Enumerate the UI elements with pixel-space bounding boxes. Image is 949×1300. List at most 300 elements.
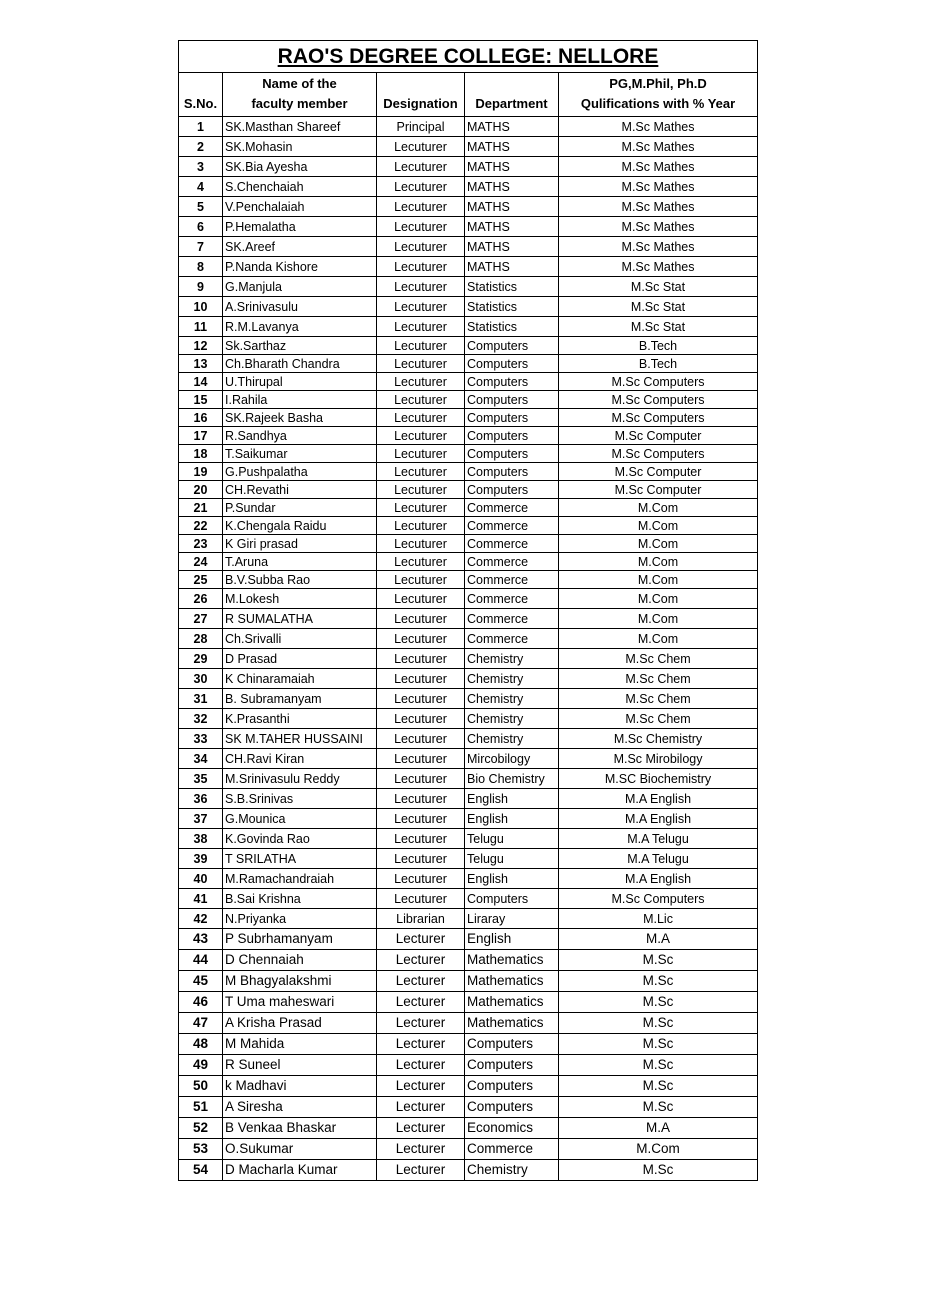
- table-row: [179, 177, 758, 197]
- cell-sno: 44: [179, 950, 223, 971]
- cell-designation: Lecuturer: [377, 427, 465, 445]
- cell-department: Mathematics: [465, 971, 559, 992]
- cell-sno: 29: [179, 649, 223, 669]
- cell-qualification: M.Sc: [559, 1097, 758, 1118]
- cell-designation: Lecuturer: [377, 749, 465, 769]
- cell-qualification: B.Tech: [559, 337, 758, 355]
- cell-sno: 23: [179, 535, 223, 553]
- table-row: [179, 445, 758, 463]
- cell-department: Commerce: [465, 1139, 559, 1160]
- cell-designation: Lecuturer: [377, 445, 465, 463]
- cell-department: English: [465, 929, 559, 950]
- cell-qualification: M.Sc Chem: [559, 649, 758, 669]
- cell-qualification: M.A: [559, 1118, 758, 1139]
- table-row: [179, 649, 758, 669]
- cell-sno: 27: [179, 609, 223, 629]
- cell-qualification: M.Sc Mathes: [559, 137, 758, 157]
- cell-qualification: M.Sc: [559, 1013, 758, 1034]
- cell-designation: Principal: [377, 117, 465, 137]
- cell-department: MATHS: [465, 217, 559, 237]
- table-row: [179, 391, 758, 409]
- cell-designation: Lecuturer: [377, 849, 465, 869]
- cell-qualification: M.Sc Stat: [559, 297, 758, 317]
- cell-department: Chemistry: [465, 669, 559, 689]
- table-row: [179, 829, 758, 849]
- table-row: [179, 729, 758, 749]
- cell-department: Statistics: [465, 317, 559, 337]
- cell-qualification: M.Sc Computer: [559, 427, 758, 445]
- cell-sno: 47: [179, 1013, 223, 1034]
- cell-qualification: M.A Telugu: [559, 829, 758, 849]
- cell-name: k Madhavi: [223, 1076, 377, 1097]
- cell-department: Chemistry: [465, 1160, 559, 1181]
- cell-designation: Lecturer: [377, 992, 465, 1013]
- table-row: [179, 373, 758, 391]
- cell-sno: 25: [179, 571, 223, 589]
- table-row: [179, 553, 758, 571]
- header-row: [179, 73, 758, 117]
- table-row: [179, 517, 758, 535]
- table-row: [179, 769, 758, 789]
- cell-department: Statistics: [465, 277, 559, 297]
- cell-name: K.Prasanthi: [223, 709, 377, 729]
- cell-qualification: M.A: [559, 929, 758, 950]
- cell-qualification: M.Sc Mathes: [559, 237, 758, 257]
- cell-sno: 51: [179, 1097, 223, 1118]
- table-row: [179, 950, 758, 971]
- cell-designation: Lecuturer: [377, 217, 465, 237]
- cell-name: A Siresha: [223, 1097, 377, 1118]
- cell-department: MATHS: [465, 157, 559, 177]
- cell-department: Mircobilogy: [465, 749, 559, 769]
- table-row: [179, 499, 758, 517]
- cell-name: R.M.Lavanya: [223, 317, 377, 337]
- cell-qualification: M.Com: [559, 629, 758, 649]
- cell-designation: Lecuturer: [377, 609, 465, 629]
- cell-qualification: M.Com: [559, 535, 758, 553]
- cell-designation: Lecuturer: [377, 535, 465, 553]
- cell-sno: 21: [179, 499, 223, 517]
- cell-department: Mathematics: [465, 992, 559, 1013]
- header-qual-line1: PG,M.Phil, Ph.D: [609, 76, 707, 91]
- cell-qualification: M.Com: [559, 609, 758, 629]
- cell-department: Commerce: [465, 589, 559, 609]
- table-row: [179, 463, 758, 481]
- table-row: [179, 609, 758, 629]
- cell-designation: Lecuturer: [377, 499, 465, 517]
- cell-sno: 49: [179, 1055, 223, 1076]
- cell-designation: Lecuturer: [377, 629, 465, 649]
- cell-name: U.Thirupal: [223, 373, 377, 391]
- table-row: [179, 337, 758, 355]
- cell-name: R.Sandhya: [223, 427, 377, 445]
- cell-sno: 31: [179, 689, 223, 709]
- cell-department: Telugu: [465, 849, 559, 869]
- cell-qualification: M.A English: [559, 869, 758, 889]
- cell-name: SK.Rajeek Basha: [223, 409, 377, 427]
- table-row: [179, 749, 758, 769]
- cell-qualification: M.Sc Computers: [559, 391, 758, 409]
- faculty-sheet: [178, 40, 757, 1181]
- cell-name: Ch.Srivalli: [223, 629, 377, 649]
- cell-qualification: M.A English: [559, 809, 758, 829]
- cell-department: Commerce: [465, 535, 559, 553]
- cell-name: M Bhagyalakshmi: [223, 971, 377, 992]
- cell-sno: 43: [179, 929, 223, 950]
- cell-department: Chemistry: [465, 689, 559, 709]
- cell-department: MATHS: [465, 237, 559, 257]
- cell-department: MATHS: [465, 117, 559, 137]
- cell-name: N.Priyanka: [223, 909, 377, 929]
- cell-department: Commerce: [465, 571, 559, 589]
- cell-department: Computers: [465, 1076, 559, 1097]
- cell-name: D Macharla Kumar: [223, 1160, 377, 1181]
- cell-designation: Lecuturer: [377, 769, 465, 789]
- cell-name: CH.Ravi Kiran: [223, 749, 377, 769]
- cell-sno: 18: [179, 445, 223, 463]
- cell-designation: Lecuturer: [377, 463, 465, 481]
- cell-qualification: M.Sc: [559, 1076, 758, 1097]
- cell-name: Sk.Sarthaz: [223, 337, 377, 355]
- page-title: RAO'S DEGREE COLLEGE: NELLORE: [179, 41, 758, 73]
- table-row: [179, 257, 758, 277]
- cell-department: Commerce: [465, 629, 559, 649]
- cell-sno: 6: [179, 217, 223, 237]
- cell-name: V.Penchalaiah: [223, 197, 377, 217]
- cell-qualification: M.Sc Mathes: [559, 157, 758, 177]
- table-row: [179, 1076, 758, 1097]
- cell-qualification: M.Sc Computers: [559, 445, 758, 463]
- cell-sno: 2: [179, 137, 223, 157]
- table-row: [179, 427, 758, 445]
- cell-sno: 37: [179, 809, 223, 829]
- cell-qualification: M.A Telugu: [559, 849, 758, 869]
- header-designation: Designation: [377, 73, 465, 117]
- table-row: [179, 849, 758, 869]
- cell-department: English: [465, 869, 559, 889]
- cell-designation: Lecturer: [377, 950, 465, 971]
- cell-sno: 33: [179, 729, 223, 749]
- cell-sno: 48: [179, 1034, 223, 1055]
- cell-qualification: M.Sc: [559, 1034, 758, 1055]
- cell-sno: 41: [179, 889, 223, 909]
- cell-department: Bio Chemistry: [465, 769, 559, 789]
- table-row: [179, 1055, 758, 1076]
- cell-qualification: M.Sc Mathes: [559, 177, 758, 197]
- cell-department: Statistics: [465, 297, 559, 317]
- cell-department: Computers: [465, 373, 559, 391]
- header-name-line2: faculty member: [251, 96, 348, 111]
- cell-sno: 32: [179, 709, 223, 729]
- cell-name: K.Govinda Rao: [223, 829, 377, 849]
- cell-sno: 30: [179, 669, 223, 689]
- cell-qualification: M.Sc Chem: [559, 709, 758, 729]
- cell-name: B Venkaa Bhaskar: [223, 1118, 377, 1139]
- cell-designation: Lecuturer: [377, 481, 465, 499]
- cell-department: Computers: [465, 391, 559, 409]
- cell-name: SK M.TAHER HUSSAINI: [223, 729, 377, 749]
- table-row: [179, 157, 758, 177]
- cell-department: Computers: [465, 337, 559, 355]
- cell-sno: 28: [179, 629, 223, 649]
- cell-sno: 42: [179, 909, 223, 929]
- cell-designation: Lecuturer: [377, 709, 465, 729]
- cell-designation: Lecturer: [377, 1139, 465, 1160]
- cell-designation: Lecuturer: [377, 689, 465, 709]
- cell-sno: 54: [179, 1160, 223, 1181]
- cell-designation: Lecuturer: [377, 589, 465, 609]
- cell-sno: 15: [179, 391, 223, 409]
- table-row: [179, 137, 758, 157]
- cell-qualification: M.Lic: [559, 909, 758, 929]
- cell-name: R Suneel: [223, 1055, 377, 1076]
- cell-qualification: M.Sc: [559, 1160, 758, 1181]
- table-row: [179, 689, 758, 709]
- cell-department: Computers: [465, 1097, 559, 1118]
- cell-qualification: M.Sc Chem: [559, 669, 758, 689]
- table-row: [179, 929, 758, 950]
- cell-designation: Lecturer: [377, 971, 465, 992]
- cell-name: A.Srinivasulu: [223, 297, 377, 317]
- table-row: [179, 571, 758, 589]
- cell-department: Computers: [465, 409, 559, 427]
- cell-qualification: M.Sc Computer: [559, 481, 758, 499]
- cell-sno: 35: [179, 769, 223, 789]
- cell-name: SK.Bia Ayesha: [223, 157, 377, 177]
- cell-name: P.Nanda Kishore: [223, 257, 377, 277]
- cell-designation: Lecuturer: [377, 337, 465, 355]
- cell-qualification: M.Sc Mathes: [559, 117, 758, 137]
- cell-name: K Giri prasad: [223, 535, 377, 553]
- table-row: [179, 889, 758, 909]
- cell-designation: Lecuturer: [377, 297, 465, 317]
- cell-designation: Lecuturer: [377, 277, 465, 297]
- cell-sno: 3: [179, 157, 223, 177]
- cell-qualification: M.Com: [559, 517, 758, 535]
- cell-department: Mathematics: [465, 950, 559, 971]
- table-body: [179, 117, 758, 1181]
- cell-qualification: M.SC Biochemistry: [559, 769, 758, 789]
- cell-sno: 19: [179, 463, 223, 481]
- cell-name: M.Lokesh: [223, 589, 377, 609]
- table-row: [179, 809, 758, 829]
- cell-qualification: M.Com: [559, 1139, 758, 1160]
- cell-designation: Lecturer: [377, 1055, 465, 1076]
- cell-name: B.V.Subba Rao: [223, 571, 377, 589]
- cell-department: Chemistry: [465, 709, 559, 729]
- cell-sno: 1: [179, 117, 223, 137]
- cell-name: K.Chengala Raidu: [223, 517, 377, 535]
- cell-sno: 12: [179, 337, 223, 355]
- cell-designation: Lecturer: [377, 1013, 465, 1034]
- header-department: Department: [465, 73, 559, 117]
- cell-qualification: M.Sc: [559, 1055, 758, 1076]
- table-row: [179, 117, 758, 137]
- header-sno: S.No.: [179, 73, 223, 117]
- cell-name: CH.Revathi: [223, 481, 377, 499]
- cell-sno: 53: [179, 1139, 223, 1160]
- cell-designation: Lecuturer: [377, 729, 465, 749]
- table-row: [179, 409, 758, 427]
- cell-sno: 50: [179, 1076, 223, 1097]
- cell-qualification: M.Sc Stat: [559, 317, 758, 337]
- cell-name: SK.Areef: [223, 237, 377, 257]
- cell-name: T.Saikumar: [223, 445, 377, 463]
- table-row: [179, 317, 758, 337]
- cell-qualification: M.Sc: [559, 992, 758, 1013]
- table-row: [179, 589, 758, 609]
- cell-department: Chemistry: [465, 649, 559, 669]
- cell-department: Computers: [465, 481, 559, 499]
- header-qualification: [559, 73, 758, 117]
- cell-name: D Prasad: [223, 649, 377, 669]
- cell-qualification: M.A English: [559, 789, 758, 809]
- cell-name: I.Rahila: [223, 391, 377, 409]
- cell-name: D Chennaiah: [223, 950, 377, 971]
- cell-name: A Krisha Prasad: [223, 1013, 377, 1034]
- cell-name: K Chinaramaiah: [223, 669, 377, 689]
- cell-designation: Lecuturer: [377, 789, 465, 809]
- cell-department: Commerce: [465, 609, 559, 629]
- cell-qualification: M.Sc Mathes: [559, 217, 758, 237]
- table-row: [179, 297, 758, 317]
- cell-designation: Lecuturer: [377, 373, 465, 391]
- cell-designation: Lecuturer: [377, 237, 465, 257]
- cell-qualification: M.Sc Computers: [559, 409, 758, 427]
- table-row: [179, 629, 758, 649]
- cell-sno: 38: [179, 829, 223, 849]
- table-row: [179, 789, 758, 809]
- cell-department: Economics: [465, 1118, 559, 1139]
- table-row: [179, 1013, 758, 1034]
- table-row: [179, 971, 758, 992]
- cell-name: Ch.Bharath Chandra: [223, 355, 377, 373]
- cell-designation: Lecuturer: [377, 197, 465, 217]
- cell-qualification: M.Com: [559, 589, 758, 609]
- cell-designation: Librarian: [377, 909, 465, 929]
- cell-sno: 26: [179, 589, 223, 609]
- cell-designation: Lecuturer: [377, 137, 465, 157]
- cell-qualification: M.Com: [559, 553, 758, 571]
- table-row: [179, 909, 758, 929]
- cell-sno: 34: [179, 749, 223, 769]
- cell-qualification: M.Sc Computers: [559, 373, 758, 391]
- cell-sno: 4: [179, 177, 223, 197]
- cell-name: S.Chenchaiah: [223, 177, 377, 197]
- table-row: [179, 355, 758, 373]
- cell-name: G.Manjula: [223, 277, 377, 297]
- header-name-line1: Name of the: [262, 76, 337, 91]
- faculty-table: [178, 40, 758, 1181]
- cell-sno: 20: [179, 481, 223, 499]
- cell-sno: 40: [179, 869, 223, 889]
- table-row: [179, 1139, 758, 1160]
- cell-sno: 24: [179, 553, 223, 571]
- cell-sno: 39: [179, 849, 223, 869]
- cell-qualification: M.Sc Computer: [559, 463, 758, 481]
- cell-name: B.Sai Krishna: [223, 889, 377, 909]
- table-row: [179, 709, 758, 729]
- cell-name: P.Sundar: [223, 499, 377, 517]
- cell-designation: Lecuturer: [377, 177, 465, 197]
- cell-qualification: M.Com: [559, 499, 758, 517]
- cell-department: MATHS: [465, 137, 559, 157]
- cell-department: MATHS: [465, 197, 559, 217]
- cell-sno: 7: [179, 237, 223, 257]
- cell-sno: 13: [179, 355, 223, 373]
- cell-qualification: M.Sc Mirobilogy: [559, 749, 758, 769]
- cell-department: Telugu: [465, 829, 559, 849]
- cell-sno: 8: [179, 257, 223, 277]
- cell-sno: 9: [179, 277, 223, 297]
- cell-qualification: M.Sc Chem: [559, 689, 758, 709]
- cell-sno: 5: [179, 197, 223, 217]
- cell-name: S.B.Srinivas: [223, 789, 377, 809]
- table-row: [179, 1118, 758, 1139]
- cell-designation: Lecuturer: [377, 409, 465, 427]
- cell-sno: 16: [179, 409, 223, 427]
- table-row: [179, 1097, 758, 1118]
- table-row: [179, 237, 758, 257]
- cell-department: Computers: [465, 445, 559, 463]
- cell-name: T SRILATHA: [223, 849, 377, 869]
- cell-department: English: [465, 809, 559, 829]
- cell-designation: Lecuturer: [377, 649, 465, 669]
- cell-name: P Subrhamanyam: [223, 929, 377, 950]
- cell-department: Commerce: [465, 499, 559, 517]
- cell-sno: 52: [179, 1118, 223, 1139]
- cell-department: English: [465, 789, 559, 809]
- cell-department: Computers: [465, 889, 559, 909]
- cell-department: Computers: [465, 427, 559, 445]
- cell-designation: Lecuturer: [377, 889, 465, 909]
- cell-designation: Lecturer: [377, 929, 465, 950]
- cell-designation: Lecuturer: [377, 257, 465, 277]
- cell-name: M.Ramachandraiah: [223, 869, 377, 889]
- cell-designation: Lecturer: [377, 1097, 465, 1118]
- cell-sno: 36: [179, 789, 223, 809]
- cell-sno: 11: [179, 317, 223, 337]
- cell-designation: Lecuturer: [377, 317, 465, 337]
- table-row: [179, 481, 758, 499]
- cell-name: M.Srinivasulu Reddy: [223, 769, 377, 789]
- cell-sno: 17: [179, 427, 223, 445]
- cell-designation: Lecuturer: [377, 809, 465, 829]
- header-name: [223, 73, 377, 117]
- cell-designation: Lecuturer: [377, 355, 465, 373]
- cell-qualification: M.Sc Mathes: [559, 197, 758, 217]
- cell-name: R SUMALATHA: [223, 609, 377, 629]
- table-row: [179, 535, 758, 553]
- cell-name: T.Aruna: [223, 553, 377, 571]
- table-row: [179, 992, 758, 1013]
- cell-sno: 45: [179, 971, 223, 992]
- cell-designation: Lecturer: [377, 1034, 465, 1055]
- cell-designation: Lecturer: [377, 1118, 465, 1139]
- table-row: [179, 1034, 758, 1055]
- cell-department: Computers: [465, 1055, 559, 1076]
- cell-department: MATHS: [465, 257, 559, 277]
- header-qual-line2: Qulifications with % Year: [580, 96, 736, 111]
- cell-qualification: M.Com: [559, 571, 758, 589]
- cell-qualification: M.Sc Mathes: [559, 257, 758, 277]
- cell-department: Mathematics: [465, 1013, 559, 1034]
- cell-department: Commerce: [465, 517, 559, 535]
- cell-designation: Lecuturer: [377, 157, 465, 177]
- table-row: [179, 869, 758, 889]
- table-row: [179, 277, 758, 297]
- cell-designation: Lecuturer: [377, 869, 465, 889]
